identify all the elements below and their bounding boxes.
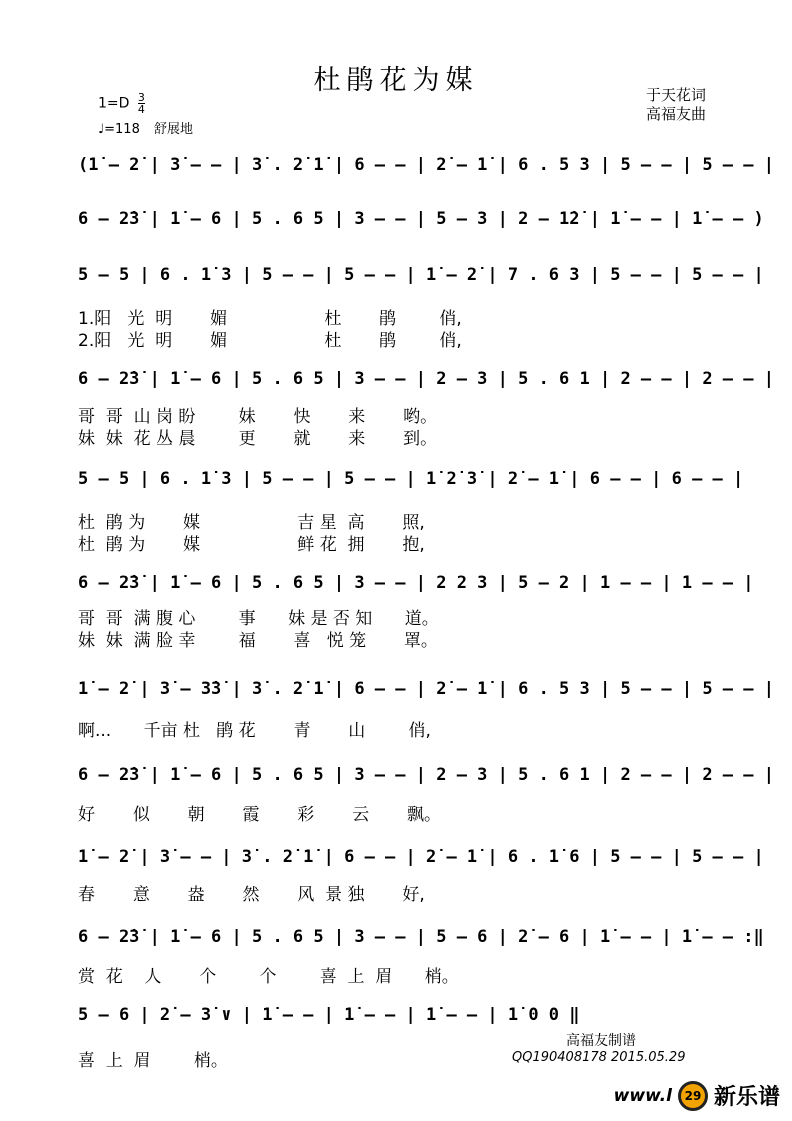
lyricist: 于天花词: [645, 86, 706, 104]
key-label: 1=D: [98, 95, 130, 112]
notation-row-5: [78, 462, 744, 502]
contact-info: QQ190408178 2015.05.29: [512, 1050, 686, 1065]
notation-row-1: [78, 148, 774, 188]
time-bottom: 4: [137, 103, 145, 116]
tempo-line: [98, 118, 193, 137]
notation-row-3: [78, 258, 764, 298]
notation-svg-2: [78, 202, 764, 242]
notation-svg-1: [78, 148, 774, 188]
tempo-mark: ♩=118: [98, 122, 140, 137]
notation-row-8: [78, 758, 774, 798]
notation-svg-6: [78, 566, 754, 606]
lyric-row-5-verse-1: 杜 鹃 为 媒 吉 星 高 照,: [78, 513, 425, 533]
notation-text-3: 5 – 5 | 6 . 1̇ 3 | 5 – – | 5 – – | 1̇ – 2̇ | 7 . 6 3 | 5 – – | 5 – – |: [78, 265, 764, 285]
disc-icon: 29: [678, 1081, 708, 1111]
expression-mark: 舒展地: [153, 122, 193, 137]
notation-row-4: [78, 362, 774, 402]
notation-row-7: [78, 672, 774, 712]
notation-text-9: 1̇ – 2̇ | 3̇ – – | 3̇ . 2̇ 1̇ | 6 – – | 2̇ – 1̇ | 6 . 1̇ 6 | 5 – – | 5 – – |: [78, 847, 764, 867]
lyric-row-3-verse-2: 2.阳 光 明 媚 杜 鹃 俏,: [78, 331, 462, 351]
notation-svg-8: [78, 758, 774, 798]
notation-text-7: 1̇ – 2̇ | 3̇ – 3̇3̇ | 3̇ . 2̇ 1̇ | 6 – – | 2̇ – 1̇ | 6 . 5 3 | 5 – – | 5 – – |: [78, 679, 774, 699]
lyric-row-5-verse-2: 杜 鹃 为 媒 鲜 花 拥 抱,: [78, 535, 425, 555]
notation-svg-3: [78, 258, 764, 298]
composer: 高福友曲: [645, 105, 706, 123]
notation-svg-4: [78, 362, 774, 402]
notation-text-1: (1̇ – 2̇ | 3̇ – – | 3̇ . 2̇ 1̇ | 6 – – | 2̇ – 1̇ | 6 . 5 3 | 5 – – | 5 – – |: [78, 155, 774, 175]
site-brand: 新乐谱: [713, 1085, 780, 1110]
notation-row-6: [78, 566, 754, 606]
time-top: 3: [137, 91, 145, 104]
song-title: 杜鹃花为媒: [313, 65, 479, 96]
notation-svg-5: [78, 462, 744, 502]
time-signature: [138, 92, 145, 115]
arranger-credit: 高福友制谱: [566, 1033, 636, 1049]
notation-text-2: 6 – 2̇3̇ | 1̇ – 6 | 5 . 6 5 | 3 – – | 5 – 3 | 2 – 1̇2̇ | 1̇ – – | 1̇ – – ): [78, 209, 764, 229]
lyric-row-6-verse-2: 妹 妹 满 脸 幸 福 喜 悦 笼 罩。: [78, 631, 438, 651]
notation-text-8: 6 – 2̇3̇ | 1̇ – 6 | 5 . 6 5 | 3 – – | 2 – 3 | 5 . 6 1 | 2 – – | 2 – – |: [78, 765, 774, 785]
site-url[interactable]: www.l: [613, 1085, 672, 1106]
key-signature: [98, 92, 145, 115]
notation-text-5: 5 – 5 | 6 . 1̇ 3 | 5 – – | 5 – – | 1̇ 2̇ 3̇ | 2̇ – 1̇ | 6 – – | 6 – – |: [78, 469, 744, 489]
notation-svg-7: [78, 672, 774, 712]
notation-text-6: 6 – 2̇3̇ | 1̇ – 6 | 5 . 6 5 | 3 – – | 2 2 3 | 5 – 2 | 1 – – | 1 – – |: [78, 573, 754, 593]
lyric-row-4-verse-2: 妹 妹 花 丛 晨 更 就 来 到。: [78, 429, 438, 449]
lyric-row-6-verse-1: 哥 哥 满 腹 心 事 妹 是 否 知 道。: [78, 609, 439, 629]
notation-row-10: [78, 920, 764, 960]
lyric-row-9: 春 意 盎 然 风 景 独 好,: [78, 885, 425, 905]
lyric-row-8: 好 似 朝 霞 彩 云 飘。: [78, 805, 441, 825]
lyric-row-3-verse-1: 1.阳 光 明 媚 杜 鹃 俏,: [78, 309, 462, 329]
notation-svg-10: [78, 920, 764, 960]
credits: [646, 86, 706, 124]
lyric-row-4-verse-1: 哥 哥 山 岗 盼 妹 快 来 哟。: [78, 407, 438, 427]
notation-row-9: [78, 840, 764, 880]
notation-svg-9: [78, 840, 764, 880]
lyric-row-7: 啊... 千亩 杜 鹃 花 青 山 俏,: [78, 721, 431, 741]
notation-text-10: 6 – 2̇3̇ | 1̇ – 6 | 5 . 6 5 | 3 – – | 5 – 6 | 2̇ – 6 | 1̇ – – | 1̇ – – :‖: [78, 927, 764, 947]
lyric-row-10: 赏 花 人 个 个 喜 上 眉 梢。: [78, 967, 459, 987]
site-logo[interactable]: [614, 1080, 780, 1111]
notation-row-2: [78, 202, 764, 242]
notation-text-11: 5 – 6 | 2̇ – 3̇ ∨ | 1̇ – – | 1̇ – – | 1̇ – – | 1̇ 0 0 ‖: [78, 1005, 580, 1025]
notation-text-4: 6 – 2̇3̇ | 1̇ – 6 | 5 . 6 5 | 3 – – | 2 – 3 | 5 . 6 1 | 2 – – | 2 – – |: [78, 369, 774, 389]
lyric-row-11: 喜 上 眉 梢。: [78, 1051, 228, 1071]
